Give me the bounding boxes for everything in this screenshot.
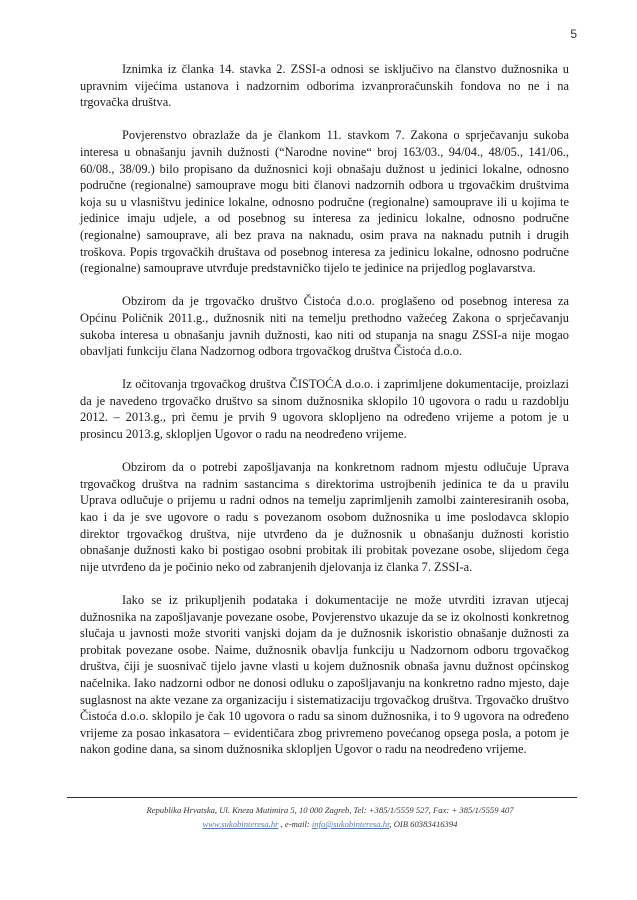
website-link[interactable]: www.sukobinteresa.hr [202, 819, 279, 829]
page-number: 5 [570, 27, 577, 41]
page-footer [60, 803, 600, 831]
paragraph-cistoca-special-interest: Obzirom da je trgovačko društvo Čistoća d.o.o. proglašeno od posebnog interesa za Općinu Poličnik 2011.g., dužnosnik niti na temelju prethodno važećeg Zakona o sprječavanju sukoba interesa u obnašanju javnih dužnosti, kao niti od stupanja na snagu ZSSI-a nije mogao obavljati funkciju člana Nadzornog odbora trgovačkog društva Čistoća d.o.o. [80, 294, 569, 359]
footer-address: Republika Hrvatska, Ul. Kneza Mutimira 5, 10 000 Zagreb, Tel: +385/1/5559 527, Fax: + 385/1/5559 407 [146, 805, 514, 815]
document-body [80, 61, 569, 775]
paragraph-commission-explanation: Povjerenstvo obrazlaže da je člankom 11. stavkom 7. Zakona o sprječavanju sukoba interesa u obnašanju javnih dužnosti (“Narodne novine“ broj 163/03., 94/04., 48/05., 141/06., 60/08., 38/09.) bilo propisano da dužnosnici koji obnašaju dužnost u jedinici lokalne, odnosno područne (regionalne) samouprave mogu biti članovi nadzornih odbora u trgovačkim društvima koja su u vlasništvu jedinice lokalne, odnosno područne (regionalne) samouprave ili u kojima te jedinice imaju udjele, a od posebnog su interesa za jedinicu lokalne, odnosno područne (regionalne) samouprave, ali bez prava na naknadu, osim prava na naknadu putnih i drugih troškova. Popis trgovačkih društava od posebnog interesa za jedinicu lokalne, odnosno područne (regionalne) samouprave utvrđuje predstavničko tijelo te jedinice na prijedlog poglavarstva. [80, 128, 569, 276]
footer-oib: , OIB 60383416394 [389, 819, 458, 829]
footer-contact-line [60, 817, 600, 831]
paragraph-employment-decision: Obzirom da o potrebi zapošljavanja na konkretnom radnom mjestu odlučuje Uprava trgovačkog društva na radnim sastancima s direktorima ustrojbenih jedinica te da u pravilu Uprava odlučuje o prijemu u radni odnos na temelju zaprimljenih zamolbi zainteresiranih osoba, kao i da je sve ugovore o radu s povezanom osobom dužnosnika u ime poslodavca sklopio direktor trgovačkog društva, nije utvrđeno da je dužnosnik u obnašanju dužnosti koristio obnašanje dužnosti kako bi postigao osobni probitak ili probitak povezane osobe, slijedom čega nije utvrđeno da je počinio neko od zabranjenih djelovanja iz članka 7. ZSSI-a. [80, 460, 569, 574]
paragraph-exception-article-14: Iznimka iz članka 14. stavka 2. ZSSI-a odnosi se isključivo na članstvo dužnosnika u upravnim vijećima ustanova i nadzornim odborima izvanproračunskih fondova no ne i na trgovačka društva. [80, 62, 569, 110]
paragraph-company-statement: Iz očitovanja trgovačkog društva ČISTOĆA d.o.o. i zaprimljene dokumentacije, proizlazi da je navedeno trgovačko društvo sa sinom dužnosnika sklopilo 10 ugovora o radu u razdoblju 2012. – 2013.g., pri čemu je prvih 9 ugovora sklopljeno na određeno vrijeme a potom je u prosincu 2013.g, sklopljen Ugovor o radu na neodređeno vrijeme. [80, 377, 569, 442]
paragraph-commission-warning: Iako se iz prikupljenih podataka i dokumentacije ne može utvrditi izravan utjecaj dužnosnika na zapošljavanje povezane osobe, Povjerenstvo ukazuje da se iz okolnosti konkretnog slučaja u javnosti može stvoriti vanjski dojam da je dužnosnik iskoristio obnašanje dužnosti za probitak povezane osobe. Naime, dužnosnik obavlja funkciju u Nadzornom odboru trgovačkog društva, čiji je suosnivač tijelo javne vlasti u kojem dužnosnik obnaša javnu dužnost općinskog načelnika. Iako nadzorni odbor ne donosi odluku o zapošljavanju na konkretno radno mjesto, daje suglasnost na akte vezane za organizaciju i sistematizaciju trgovačkog društva. Trgovačko društvo Čistoća d.o.o. sklopilo je čak 10 ugovora o radu sa sinom dužnosnika, i to 9 ugovora na određeno vrijeme za posao inkasatora – evidentičara zbog privremeno povećanog opsega posla, a potom je nakon godine dana, sa sinom dužnosnika sklopljen Ugovor o radu na neodređeno vrijeme. [80, 593, 569, 757]
footer-divider [67, 797, 577, 798]
footer-separator: , e-mail: [278, 819, 312, 829]
email-link[interactable]: info@sukobinteresa.hr [311, 819, 390, 829]
